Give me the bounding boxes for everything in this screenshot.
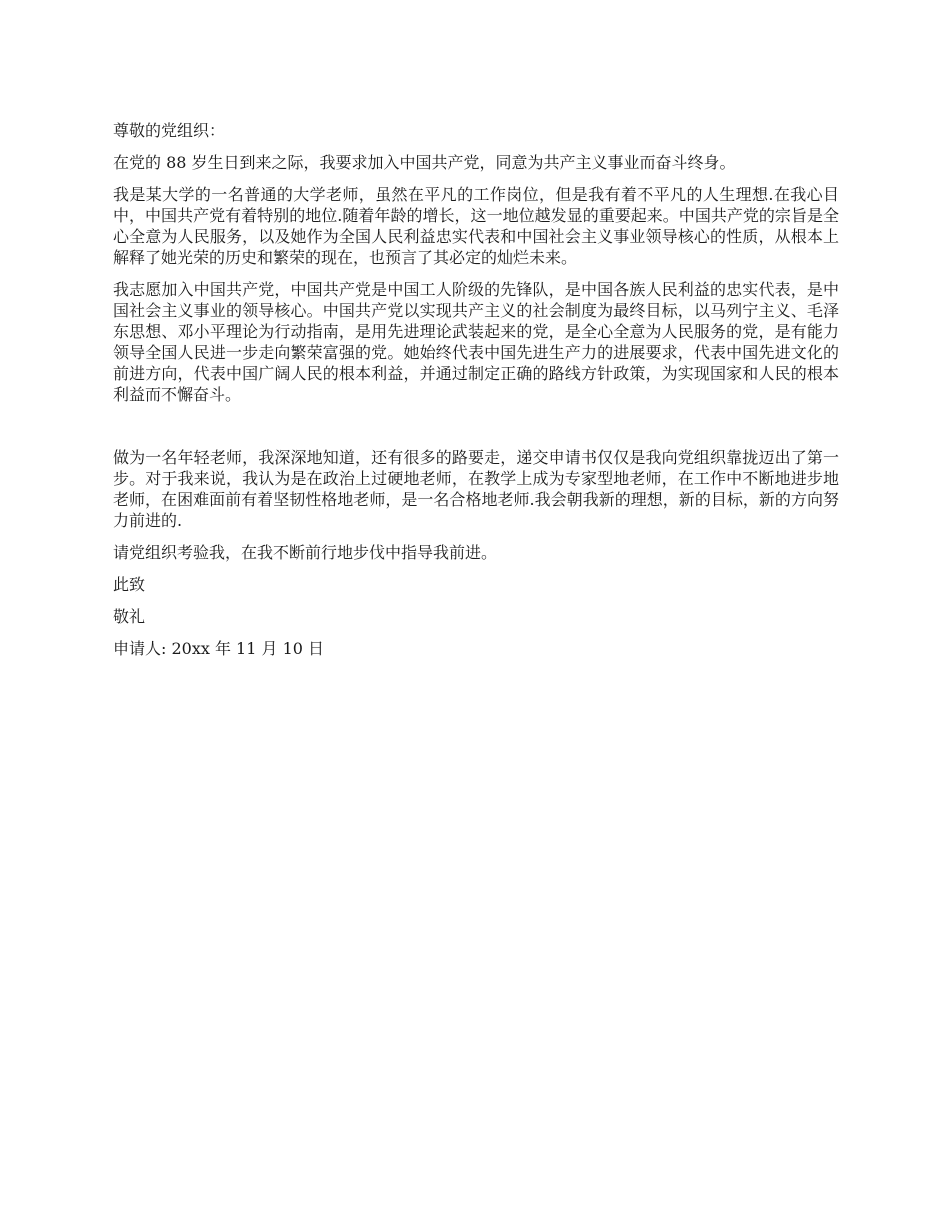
closing-respect: 此致 (113, 575, 146, 594)
paragraph-request: 请党组织考验我，在我不断前行地步伐中指导我前进。 (113, 543, 498, 562)
paragraph-ideal: 我是某大学的一名普通的大学老师，虽然在平凡的工作岗位，但是我有着不平凡的人生理想.在我心目中，中国共产党有着特别的地位.随着年龄的增长，这一地位越发显的重要起来。中国共产党的宗旨是全心全意为人民服务，以及她作为全国人民利益忠实代表和中国社会主义事业领导核心的性质，从根本上解释了她光荣的历史和繁荣的现在，也预言了其必定的灿烂未来。 (113, 185, 839, 267)
paragraph-teacher: 做为一名年轻老师，我深深地知道，还有很多的路要走，递交申请书仅仅是我向党组织靠拢迈出了第一步。对于我来说，我认为是在政治上过硬地老师，在教学上成为专家型地老师，在工作中不断地进步地老师，在困难面前有着坚韧性格地老师，是一名合格地老师.我会朝我新的理想，新的目标，新的方向努力前进的. (113, 448, 839, 530)
letter-body (113, 120, 839, 670)
closing-salute: 敬礼 (113, 607, 146, 626)
paragraph-volunteer: 我志愿加入中国共产党，中国共产党是中国工人阶级的先锋队，是中国各族人民利益的忠实代表，是中国社会主义事业的领导核心。中国共产党以实现共产主义的社会制度为最终目标，以马列宁主义、毛泽东思想、邓小平理论为行动指南，是用先进理论武装起来的党，是全心全意为人民服务的党，是有能力领导全国人民进一步走向繁荣富强的党。她始终代表中国先进生产力的进展要求，代表中国先进文化的前进方向，代表中国广阔人民的根本利益，并通过制定正确的路线方针政策，为实现国家和人民的根本利益而不懈奋斗。 (113, 280, 839, 404)
paragraph-intro: 在党的 88 岁生日到来之际，我要求加入中国共产党，同意为共产主义事业而奋斗终身。 (113, 153, 736, 172)
signature-line: 申请人: 20xx 年 11 月 10 日 (113, 639, 325, 658)
salutation: 尊敬的党组织： (113, 121, 226, 140)
